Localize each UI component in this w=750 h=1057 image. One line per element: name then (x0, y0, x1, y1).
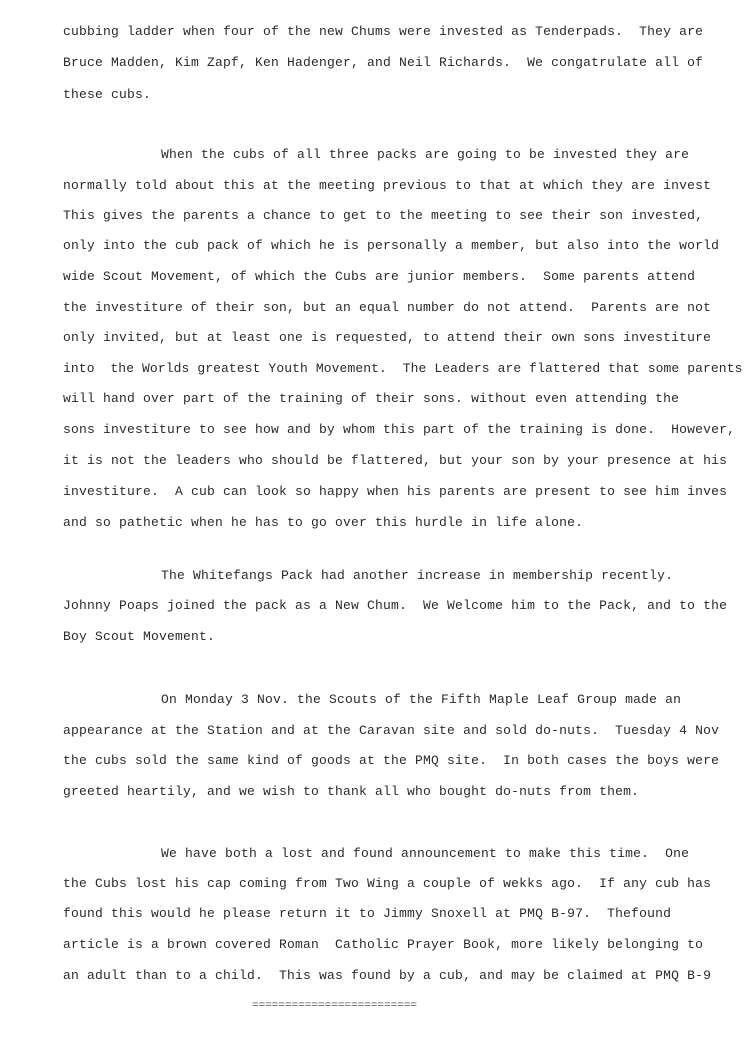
text-line: Boy Scout Movement. (63, 629, 216, 644)
text-line: appearance at the Station and at the Caravan site and sold do-nuts. Tuesday 4 Nov (63, 723, 720, 738)
separator-rule: ========================= (252, 1000, 418, 1012)
text-line: article is a brown covered Roman Catholic Prayer Book, more likely belonging to (63, 937, 704, 952)
text-line: cubbing ladder when four of the new Chums were invested as Tenderpads. They are (63, 24, 704, 39)
text-line: only into the cub pack of which he is personally a member, but also into the world (63, 238, 720, 253)
text-line: Johnny Poaps joined the pack as a New Chum. We Welcome him to the Pack, and to the (63, 598, 728, 613)
text-line: the investiture of their son, but an equal number do not attend. Parents are not (63, 300, 712, 315)
text-line: found this would he please return it to Jimmy Snoxell at PMQ B-97. Thefound (63, 906, 672, 921)
text-line: and so pathetic when he has to go over this hurdle in life alone. (63, 515, 584, 530)
text-line: the cubs sold the same kind of goods at the PMQ site. In both cases the boys were (63, 753, 720, 768)
text-line: This gives the parents a chance to get to the meeting to see their son invested, (63, 208, 704, 223)
text-line: it is not the leaders who should be flattered, but your son by your presence at his (63, 453, 728, 468)
text-line: The Whitefangs Pack had another increase in membership recently. (161, 568, 674, 583)
text-line: When the cubs of all three packs are going to be invested they are (161, 147, 690, 162)
text-line: will hand over part of the training of their sons. without even attending the (63, 391, 680, 406)
text-line: these cubs. (63, 87, 152, 102)
text-line: wide Scout Movement, of which the Cubs are junior members. Some parents attend (63, 269, 696, 284)
text-line: an adult than to a child. This was found by a cub, and may be claimed at PMQ B-9 (63, 968, 712, 983)
text-line: investiture. A cub can look so happy when his parents are present to see him inves (63, 484, 728, 499)
text-line: normally told about this at the meeting previous to that at which they are invest (63, 178, 712, 193)
text-line: only invited, but at least one is requested, to attend their own sons investiture (63, 330, 712, 345)
text-line: into the Worlds greatest Youth Movement. The Leaders are flattered that some parents (63, 361, 743, 376)
text-line: sons investiture to see how and by whom this part of the training is done. However, (63, 422, 736, 437)
text-line: Bruce Madden, Kim Zapf, Ken Hadenger, and Neil Richards. We congatrulate all of (63, 55, 704, 70)
text-line: the Cubs lost his cap coming from Two Wing a couple of wekks ago. If any cub has (63, 876, 712, 891)
text-line: We have both a lost and found announcement to make this time. One (161, 846, 690, 861)
text-line: On Monday 3 Nov. the Scouts of the Fifth Maple Leaf Group made an (161, 692, 682, 707)
text-line: greeted heartily, and we wish to thank all who bought do-nuts from them. (63, 784, 640, 799)
